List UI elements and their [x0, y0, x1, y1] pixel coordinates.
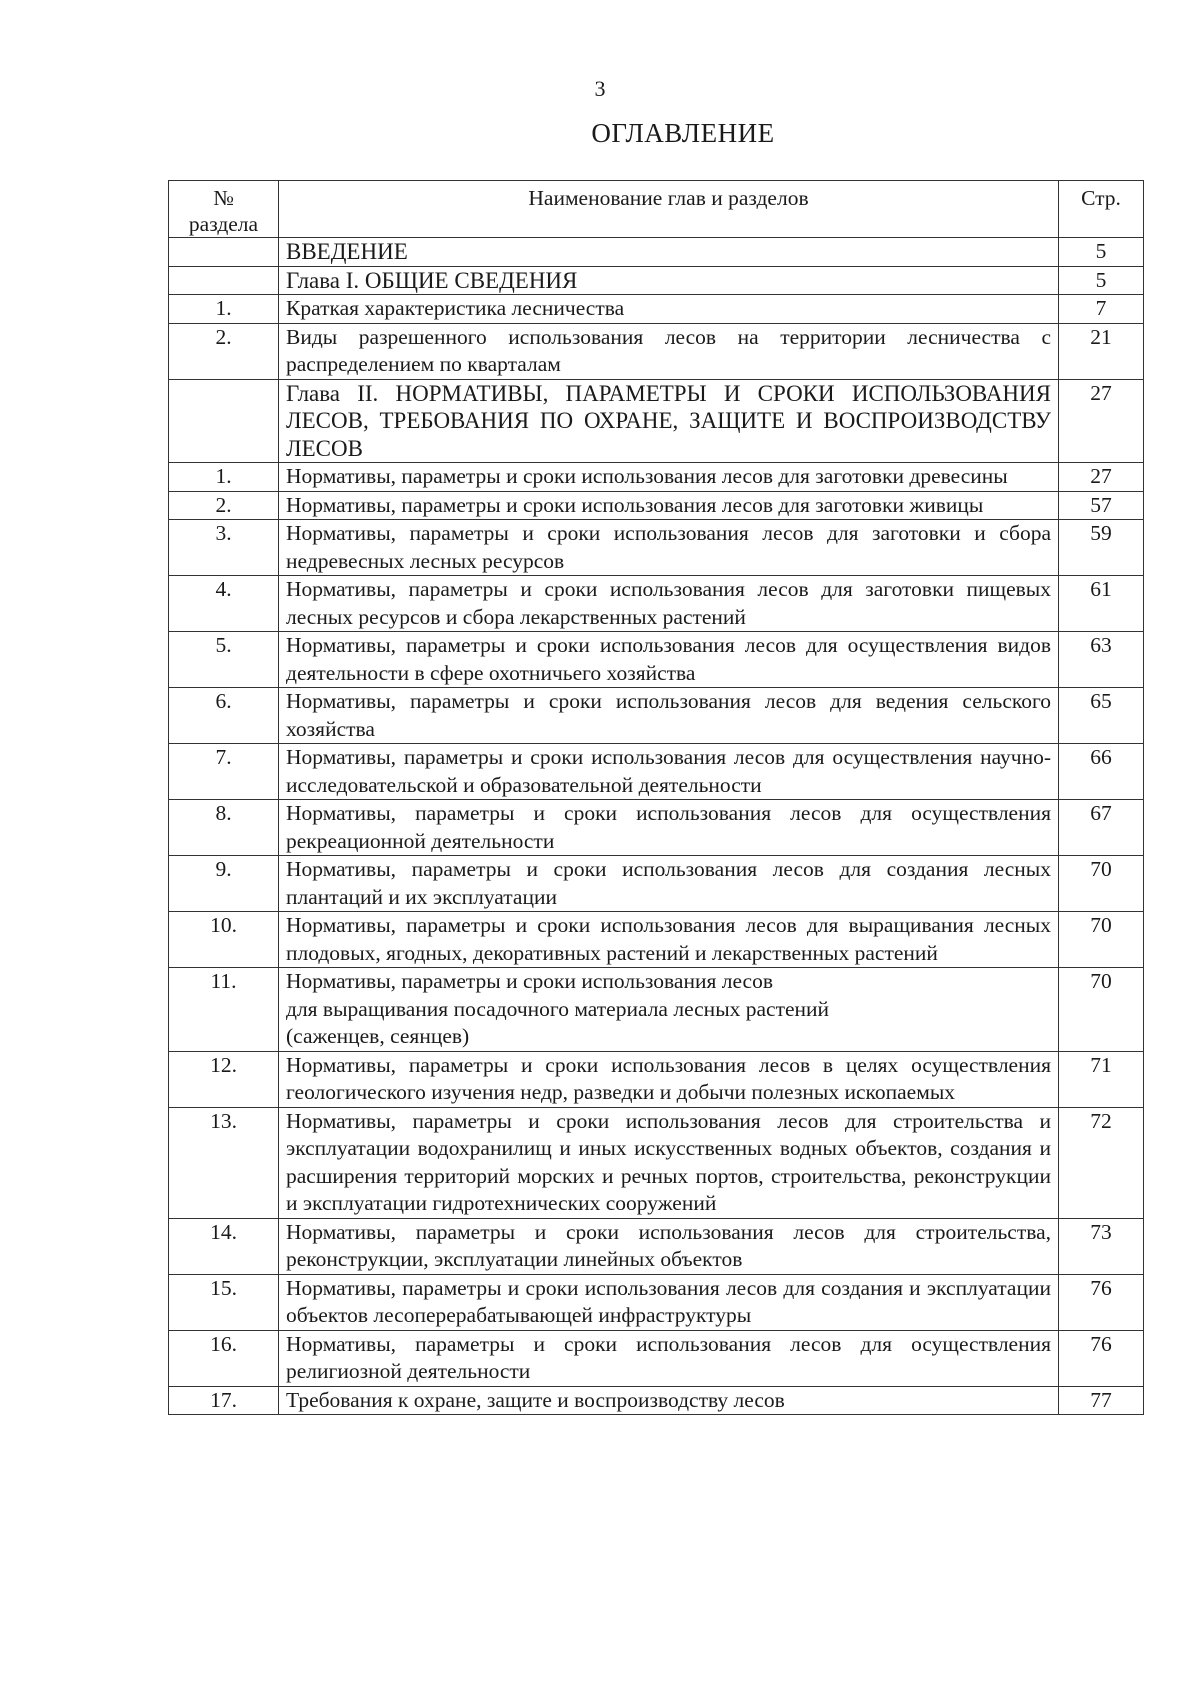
table-row: [169, 1051, 1144, 1107]
section-number: 2.: [169, 491, 279, 520]
page-reference: 63: [1059, 632, 1144, 688]
section-title: Нормативы, параметры и сроки использования лесов для создания и эксплуатации объектов лесоперерабатывающей инфраструктуры: [279, 1274, 1059, 1330]
page-reference: 27: [1059, 379, 1144, 463]
section-title: Нормативы, параметры и сроки использования лесов для осуществления рекреационной деятельности: [279, 800, 1059, 856]
section-title: Нормативы, параметры и сроки использования лесов для ведения сельского хозяйства: [279, 688, 1059, 744]
page-reference: 27: [1059, 463, 1144, 492]
section-title: Нормативы, параметры и сроки использования лесов для осуществления религиозной деятельности: [279, 1330, 1059, 1386]
table-row: [169, 1218, 1144, 1274]
table-row: [169, 238, 1144, 267]
page-reference: 67: [1059, 800, 1144, 856]
page-number: 3: [594, 76, 606, 101]
table-row: [169, 968, 1144, 1052]
table-row: [169, 266, 1144, 295]
section-title: Нормативы, параметры и сроки использования лесов для строительства, реконструкции, эксплуатации линейных объектов: [279, 1218, 1059, 1274]
page-reference: 7: [1059, 295, 1144, 324]
page-reference: 65: [1059, 688, 1144, 744]
page-reference: 71: [1059, 1051, 1144, 1107]
column-header-page: Стр.: [1059, 181, 1144, 238]
section-number: 3.: [169, 520, 279, 576]
page-reference: 72: [1059, 1107, 1144, 1218]
section-number: [169, 238, 279, 267]
section-title: Нормативы, параметры и сроки использования лесов для осуществления научно-исследовательской и образовательной деятельности: [279, 744, 1059, 800]
page-reference: 66: [1059, 744, 1144, 800]
section-number: 9.: [169, 856, 279, 912]
section-number: 5.: [169, 632, 279, 688]
page-reference: 77: [1059, 1386, 1144, 1415]
table-row: [169, 856, 1144, 912]
section-title: Нормативы, параметры и сроки использования лесов для заготовки живицы: [279, 491, 1059, 520]
table-row: [169, 800, 1144, 856]
column-header-section-number: № раздела: [169, 181, 279, 238]
section-number: [169, 379, 279, 463]
table-row: [169, 520, 1144, 576]
table-row: [169, 744, 1144, 800]
page-reference: 70: [1059, 856, 1144, 912]
page-reference: 59: [1059, 520, 1144, 576]
section-title: Нормативы, параметры и сроки использования лесов для выращивания посадочного материала лесных растений (саженцев, сеянцев): [279, 968, 1059, 1052]
toc-rows: [169, 238, 1144, 1415]
section-number: 8.: [169, 800, 279, 856]
section-title: Нормативы, параметры и сроки использования лесов для осуществления видов деятельности в сфере охотничьего хозяйства: [279, 632, 1059, 688]
section-title: Нормативы, параметры и сроки использования лесов для заготовки пищевых лесных ресурсов и сбора лекарственных растений: [279, 576, 1059, 632]
table-row: [169, 295, 1144, 324]
table-header-row: [169, 181, 1144, 238]
page-reference: 57: [1059, 491, 1144, 520]
table-row: [169, 323, 1144, 379]
section-number: 6.: [169, 688, 279, 744]
section-number: 12.: [169, 1051, 279, 1107]
page-reference: 76: [1059, 1330, 1144, 1386]
section-number: [169, 266, 279, 295]
section-number: 1.: [169, 295, 279, 324]
page-reference: 70: [1059, 968, 1144, 1052]
document-title: ОГЛАВЛЕНИЕ: [591, 118, 775, 148]
section-title: Нормативы, параметры и сроки использования лесов для строительства и эксплуатации водохранилищ и иных искусственных водных объектов, создания и расширения территорий морских и речных портов, строительства, реконструкции и эксплуатации гидротехнических сооружений: [279, 1107, 1059, 1218]
table-row: [169, 1107, 1144, 1218]
table-row: [169, 1274, 1144, 1330]
page-reference: 21: [1059, 323, 1144, 379]
table-row: [169, 688, 1144, 744]
table-row: [169, 632, 1144, 688]
page-reference: 5: [1059, 238, 1144, 267]
table-row: [169, 576, 1144, 632]
section-title: Нормативы, параметры и сроки использования лесов для создания лесных плантаций и их эксплуатации: [279, 856, 1059, 912]
page-reference: 61: [1059, 576, 1144, 632]
section-number: 16.: [169, 1330, 279, 1386]
section-number: 7.: [169, 744, 279, 800]
chapter-title: Глава II. НОРМАТИВЫ, ПАРАМЕТРЫ И СРОКИ ИСПОЛЬЗОВАНИЯ ЛЕСОВ, ТРЕБОВАНИЯ ПО ОХРАНЕ, ЗАЩИТЕ И ВОСПРОИЗВОДСТВУ ЛЕСОВ: [279, 379, 1059, 463]
table-row: [169, 463, 1144, 492]
section-title: Нормативы, параметры и сроки использования лесов для заготовки древесины: [279, 463, 1059, 492]
page-reference: 73: [1059, 1218, 1144, 1274]
section-number: 14.: [169, 1218, 279, 1274]
table-row: [169, 379, 1144, 463]
page-reference: 5: [1059, 266, 1144, 295]
section-number: 17.: [169, 1386, 279, 1415]
page-reference: 76: [1059, 1274, 1144, 1330]
table-row: [169, 1386, 1144, 1415]
section-number: 13.: [169, 1107, 279, 1218]
section-title: Нормативы, параметры и сроки использования лесов для выращивания лесных плодовых, ягодных, декоративных растений и лекарственных растений: [279, 912, 1059, 968]
section-number: 2.: [169, 323, 279, 379]
section-title: Краткая характеристика лесничества: [279, 295, 1059, 324]
section-number: 1.: [169, 463, 279, 492]
table-row: [169, 912, 1144, 968]
table-of-contents: [168, 180, 1144, 1415]
column-header-title: Наименование глав и разделов: [279, 181, 1059, 238]
section-title: Нормативы, параметры и сроки использования лесов для заготовки и сбора недревесных лесных ресурсов: [279, 520, 1059, 576]
page-reference: 70: [1059, 912, 1144, 968]
section-number: 11.: [169, 968, 279, 1052]
section-title: Требования к охране, защите и воспроизводству лесов: [279, 1386, 1059, 1415]
section-number: 4.: [169, 576, 279, 632]
table-row: [169, 1330, 1144, 1386]
table-row: [169, 491, 1144, 520]
section-number: 10.: [169, 912, 279, 968]
chapter-title: ВВЕДЕНИЕ: [279, 238, 1059, 267]
chapter-title: Глава I. ОБЩИЕ СВЕДЕНИЯ: [279, 266, 1059, 295]
section-number: 15.: [169, 1274, 279, 1330]
section-title: Нормативы, параметры и сроки использования лесов в целях осуществления геологического изучения недр, разведки и добычи полезных ископаемых: [279, 1051, 1059, 1107]
section-title: Виды разрешенного использования лесов на территории лесничества с распределением по кварталам: [279, 323, 1059, 379]
